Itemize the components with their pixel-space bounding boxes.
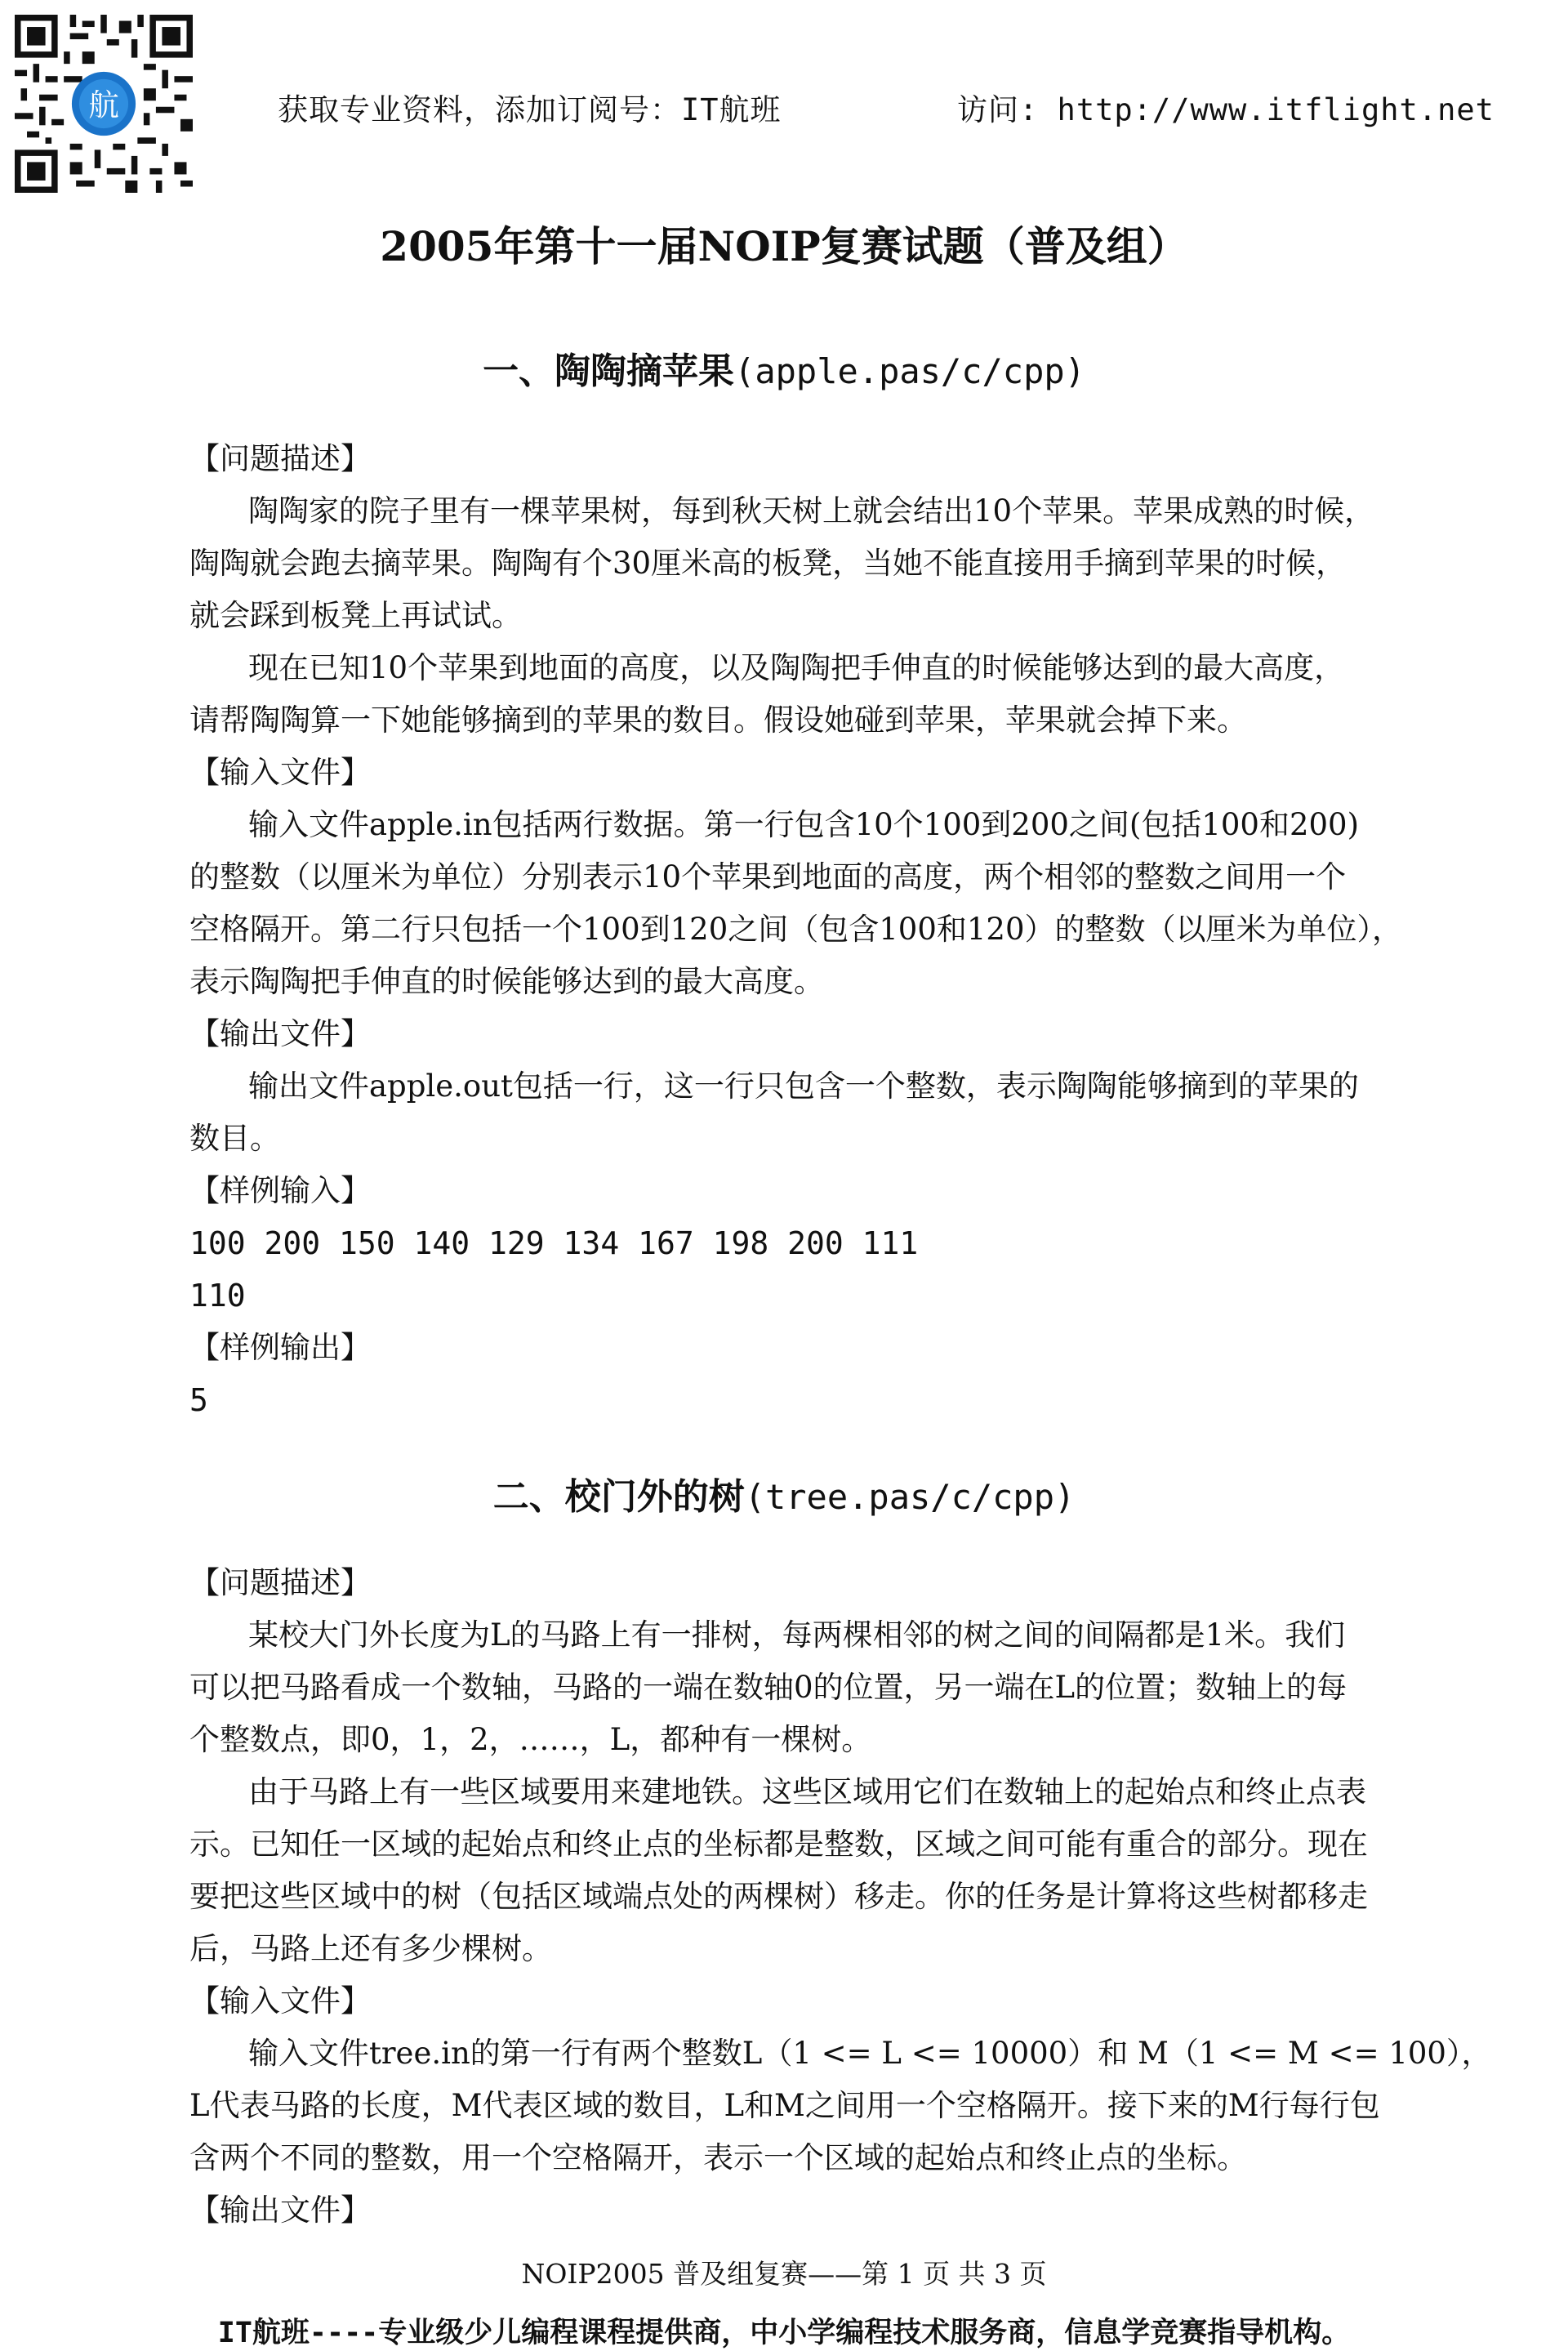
problem2-desc-line: 个整数点，即0，1，2，……，L，都种有一棵树。 bbox=[189, 1722, 872, 1757]
problem1-sample-input-label: 【样例输入】 bbox=[189, 1173, 371, 1208]
problem2-desc-line: 由于马路上有一些区域要用来建地铁。这些区域用它们在数轴上的起始点和终止点表 bbox=[248, 1774, 1366, 1809]
problem2-desc-line: 可以把马路看成一个数轴，马路的一端在数轴0的位置，另一端在L的位置；数轴上的每 bbox=[189, 1670, 1348, 1705]
problem1-heading-text: 一、陶陶摘苹果 bbox=[483, 350, 735, 392]
problem2-desc-line: 某校大门外长度为L的马路上有一排树，每两棵相邻的树之间的间隔都是1米。我们 bbox=[248, 1617, 1346, 1653]
problem2-desc-line: 示。已知任一区域的起始点和终止点的坐标都是整数，区域之间可能有重合的部分。现在 bbox=[189, 1827, 1368, 1862]
problem2-desc-line: 要把这些区域中的树（包括区域端点处的两棵树）移走。你的任务是计算将这些树都移走 bbox=[189, 1879, 1368, 1914]
problem1-output-line: 数目。 bbox=[189, 1121, 280, 1156]
page-number: NOIP2005 普及组复赛——第 1 页 共 3 页 bbox=[521, 2258, 1047, 2290]
problem1-desc-line: 陶陶就会跑去摘苹果。陶陶有个30厘米高的板凳，当她不能直接用手摘到苹果的时候， bbox=[189, 546, 1347, 581]
problem1-input-label: 【输入文件】 bbox=[189, 755, 371, 790]
problem2-input-line: L代表马路的长度，M代表区域的数目，L和M之间用一个空格隔开。接下来的M行每行包 bbox=[189, 2088, 1380, 2123]
problem1-desc-line: 现在已知10个苹果到地面的高度，以及陶陶把手伸直的时候能够达到的最大高度， bbox=[248, 650, 1345, 685]
problem2-input-line: 输入文件tree.in的第一行有两个整数L（1 <= L <= 10000）和 M（1 <= M <= 100）， bbox=[248, 2036, 1492, 2071]
problem1-sample-output-label: 【样例输出】 bbox=[189, 1330, 371, 1365]
footer-banner: IT航班----专业级少儿编程课程提供商，中小学编程技术服务商，信息学竞赛指导机构。 bbox=[217, 2317, 1351, 2349]
problem2-input-line: 含两个不同的整数，用一个空格隔开，表示一个区域的起始点和终止点的坐标。 bbox=[189, 2140, 1247, 2175]
problem1-input-line: 的整数（以厘米为单位）分别表示10个苹果到地面的高度，两个相邻的整数之间用一个 bbox=[189, 859, 1347, 894]
problem1-output-label: 【输出文件】 bbox=[189, 1016, 371, 1051]
qr-code bbox=[15, 15, 193, 193]
problem1-output-line: 输出文件apple.out包括一行，这一行只包含一个整数，表示陶陶能够摘到的苹果的 bbox=[248, 1068, 1359, 1104]
problem1-filename: (apple.pas/c/cpp) bbox=[734, 351, 1085, 391]
problem1-input-line: 表示陶陶把手伸直的时候能够达到的最大高度。 bbox=[189, 964, 824, 999]
problem2-desc-line: 后，马路上还有多少棵树。 bbox=[189, 1931, 552, 1966]
problem2-heading-text: 二、校门外的树 bbox=[492, 1476, 745, 1518]
problem2-input-label: 【输入文件】 bbox=[189, 1983, 371, 2019]
website-link[interactable]: 访问: http://www.itflight.net bbox=[957, 92, 1494, 127]
problem1-sample-input-line: 100 200 150 140 129 134 167 198 200 111 bbox=[189, 1225, 919, 1261]
page-title: 2005年第十一届NOIP复赛试题（普及组） bbox=[380, 222, 1188, 270]
problem2-heading bbox=[0, 1467, 1568, 1519]
problem1-desc-line: 请帮陶陶算一下她能够摘到的苹果的数目。假设她碰到苹果，苹果就会掉下来。 bbox=[189, 703, 1247, 738]
problem1-sample-input-line: 110 bbox=[189, 1278, 246, 1314]
problem1-desc-line: 就会踩到板凳上再试试。 bbox=[189, 598, 522, 633]
problem1-sample-output-line: 5 bbox=[189, 1382, 208, 1418]
problem1-input-line: 输入文件apple.in包括两行数据。第一行包含10个100到200之间(包括100和200) bbox=[248, 807, 1360, 842]
subscribe-text: 获取专业资料，添加订阅号：IT航班 bbox=[278, 92, 782, 127]
problem2-desc-label: 【问题描述】 bbox=[189, 1565, 371, 1600]
problem1-heading bbox=[0, 341, 1568, 394]
problem1-desc-label: 【问题描述】 bbox=[189, 441, 371, 476]
logo-text: 航 bbox=[88, 87, 119, 123]
problem1-desc-line: 陶陶家的院子里有一棵苹果树，每到秋天树上就会结出10个苹果。苹果成熟的时候， bbox=[248, 493, 1375, 529]
problem2-filename: (tree.pas/c/cpp) bbox=[744, 1477, 1076, 1517]
problem1-input-line: 空格隔开。第二行只包括一个100到120之间（包含100和120）的整数（以厘米为单位）， bbox=[189, 912, 1402, 947]
problem2-output-label: 【输出文件】 bbox=[189, 2193, 371, 2228]
